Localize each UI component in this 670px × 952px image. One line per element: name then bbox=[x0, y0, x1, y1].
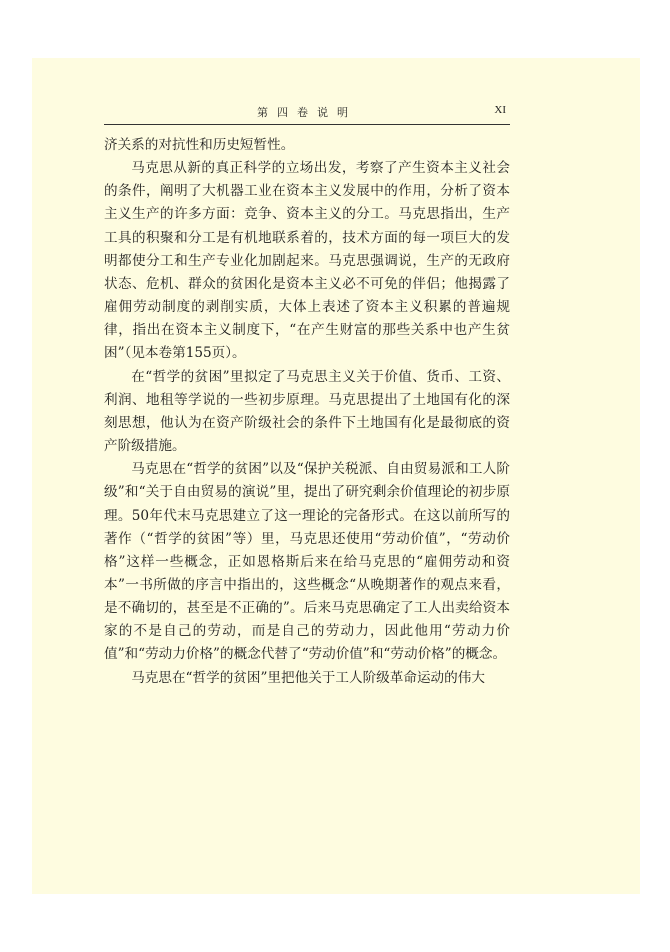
body-text bbox=[104, 134, 510, 690]
paragraph: 马克思从新的真正科学的立场出发，考察了产生资本主义社会的条件，阐明了大机器工业在资本主义发展中的作用，分析了资本主义生产的许多方面：竞争、资本主义的分工。马克思指出，生产工具的积聚和分工是有机地联系着的，技术方面的每一项巨大的发明都使分工和生产专业化加剧起来。马克思强调说，生产的无政府状态、危机、群众的贫困化是资本主义必不可免的伴侣；他揭露了雇佣劳动制度的剥削实质，大体上表述了资本主义积累的普遍规律，指出在资本主义制度下，“在产生财富的那些关系中也产生贫困”（见本卷第155页）。 bbox=[104, 160, 510, 362]
header-rule bbox=[104, 124, 510, 125]
paragraph: 马克思在“哲学的贫困”里把他关于工人阶级革命运动的伟大 bbox=[131, 669, 485, 686]
page-number: XI bbox=[494, 104, 506, 116]
header-title: 第四卷说明 bbox=[257, 106, 357, 119]
paragraph: 在“哲学的贫困”里拟定了马克思主义关于价值、货币、工资、利润、地租等学说的一些初步原理。马克思提出了土地国有化的深刻思想，他认为在资产阶级社会的条件下土地国有化是最彻底的资产阶级措施。 bbox=[104, 368, 510, 455]
paragraph: 马克思在“哲学的贫困”以及“保护关税派、自由贸易派和工人阶级”和“关于自由贸易的演说”里，提出了研究剩余价值理论的初步原理。50年代末马克思建立了这一理论的完备形式。在这以前所写的著作（“哲学的贫困”等）里，马克思还使用“劳动价值”，“劳动价格”这样一些概念，正如恩格斯后来在给马克思的“雇佣劳动和资本”一书所做的序言中指出的，这些概念“从晚期著作的观点来看，是不确切的，甚至是不正确的”。后来马克思确定了工人出卖给资本家的不是自己的劳动，而是自己的劳动力，因此他用“劳动力价值”和“劳动力价格”的概念代替了“劳动价值”和“劳动价格”的概念。 bbox=[104, 461, 510, 663]
running-header bbox=[104, 104, 510, 122]
paragraph-continuation: 济关系的对抗性和历史短暂性。 bbox=[104, 137, 295, 153]
